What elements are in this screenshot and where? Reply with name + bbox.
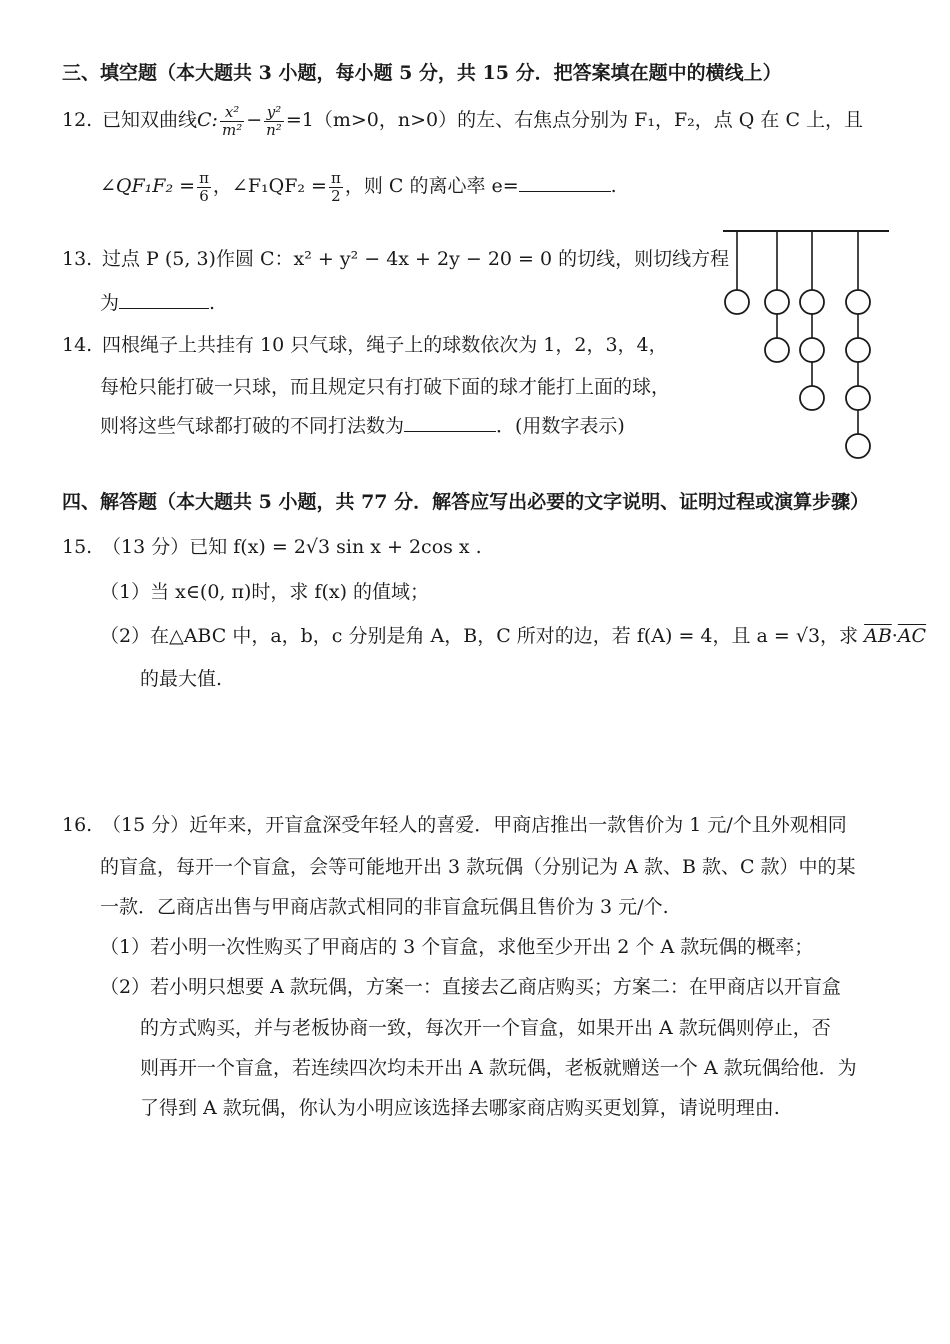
q16-line2: 的盲盒，每开一个盲盒，会等可能地开出 3 款玩偶（分别记为 A 款、B 款、C 款）中的某 <box>100 856 856 878</box>
vector-ac: $\overline{AC}$ <box>897 625 927 647</box>
balloon <box>846 386 870 410</box>
q13-line2-end: . <box>209 292 216 314</box>
answer-blank[interactable] <box>119 290 209 309</box>
question-12-line2 <box>100 170 617 204</box>
q14-line1: 四根绳子上共挂有 10 只气球，绳子上的球数依次为 1，2，3，4， <box>102 334 668 356</box>
q15-part2 <box>100 621 926 648</box>
q12-end: . <box>610 175 617 197</box>
q12-intro: 已知双曲线 <box>102 109 198 131</box>
q16-part1: （1）若小明一次性购买了甲商店的 3 个盲盒，求他至少开出 2 个 A 款玩偶的概率； <box>100 936 814 958</box>
q12-pi-over-2: $\frac{\pi}{2}$ <box>330 169 341 205</box>
q12-rest: （m>0，n>0）的左、右焦点分别为 F₁，F₂，点 Q 在 C 上，且 <box>313 109 864 131</box>
q16-line3: 一款．乙商店出售与甲商店款式相同的非盲盒玩偶且售价为 3 元/个. <box>100 896 669 918</box>
q12-fraction-y: $\frac{\text{y²}}{\text{n²}}$ <box>266 103 282 139</box>
question-14-line3 <box>100 411 625 438</box>
balloon <box>800 338 824 362</box>
question-number: 13. <box>62 248 93 270</box>
vector-ab: $\overline{AB}$ <box>864 625 892 647</box>
q16-part2-line4: 了得到 A 款玩偶，你认为小明应该选择去哪家商店购买更划算，请说明理由. <box>140 1097 780 1119</box>
q15-part2-end: 的最大值. <box>140 668 223 690</box>
q14-line3-end: ．(用数字表示) <box>496 415 625 437</box>
question-number: 12. <box>62 109 93 131</box>
question-number: 15. <box>62 536 93 558</box>
question-16 <box>62 810 847 837</box>
q12-tail: ，则 C 的离心率 e= <box>344 175 519 197</box>
section-4-heading: 四、解答题（本大题共 5 小题，共 77 分．解答应写出必要的文字说明、证明过程或演算步骤） <box>62 491 870 513</box>
q13-line2-pre: 为 <box>100 292 120 314</box>
question-15 <box>62 532 482 559</box>
question-number: 14. <box>62 334 93 356</box>
q12-angle2: ，∠F₁QF₂ = <box>212 175 327 197</box>
section-3-heading: 三、填空题（本大题共 3 小题，每小题 5 分，共 15 分．把答案填在题中的横线上） <box>62 62 782 84</box>
q12-curve: C: <box>197 109 218 131</box>
q16-line1: （15 分）近年来，开盲盒深受年轻人的喜爱．甲商店推出一款售价为 1 元/个且外观相同 <box>102 814 847 836</box>
balloon-diagram <box>715 222 895 468</box>
balloon <box>765 338 789 362</box>
balloon <box>846 338 870 362</box>
q14-line3-pre: 则将这些气球都打破的不同打法数为 <box>100 415 405 437</box>
q12-equals: =1 <box>285 109 314 131</box>
q16-part2-line1: （2）若小明只想要 A 款玩偶，方案一：直接去乙商店购买；方案二：在甲商店以开盲盒 <box>100 976 841 998</box>
balloon <box>765 290 789 314</box>
balloon <box>800 290 824 314</box>
balloon <box>800 386 824 410</box>
q14-line2: 每枪只能打破一只球，而且规定只有打破下面的球才能打上面的球， <box>100 376 671 398</box>
balloon <box>725 290 749 314</box>
question-number: 16. <box>62 814 93 836</box>
q12-fraction-x: $\frac{\text{x²}}{\text{m²}}$ <box>221 103 243 139</box>
q12-angle1: ∠QF₁F₂ = <box>100 175 196 197</box>
q15-stem: （13 分）已知 f(x) = 2√3 sin x + 2cos x . <box>102 536 482 558</box>
question-12 <box>62 104 863 138</box>
question-13-line2 <box>100 288 215 315</box>
q13-line1: 过点 P (5, 3)作圆 C：x² + y² − 4x + 2y − 20 = 0 的切线，则切线方程 <box>102 248 730 270</box>
answer-blank[interactable] <box>404 413 496 432</box>
balloon <box>846 290 870 314</box>
q12-minus: − <box>246 109 263 131</box>
q16-part2-line3: 则再开一个盲盒，若连续四次均未开出 A 款玩偶，老板就赠送一个 A 款玩偶给他．为 <box>140 1057 857 1079</box>
dot-operator: · <box>891 625 898 647</box>
q15-part2-text: （2）在△ABC 中，a，b，c 分别是角 A，B，C 所对的边，若 f(A) = 4，且 a = √3，求 <box>100 625 865 647</box>
q15-part1: （1）当 x∈(0, π)时，求 f(x) 的值域； <box>100 581 430 603</box>
q12-pi-over-6: $\frac{\pi}{6}$ <box>199 169 209 205</box>
balloon <box>846 434 870 458</box>
q16-part2-line2: 的方式购买，并与老板协商一致，每次开一个盲盒，如果开出 A 款玩偶则停止，否 <box>140 1017 831 1039</box>
answer-blank[interactable] <box>519 173 611 192</box>
question-13 <box>62 244 729 271</box>
question-14 <box>62 330 668 357</box>
